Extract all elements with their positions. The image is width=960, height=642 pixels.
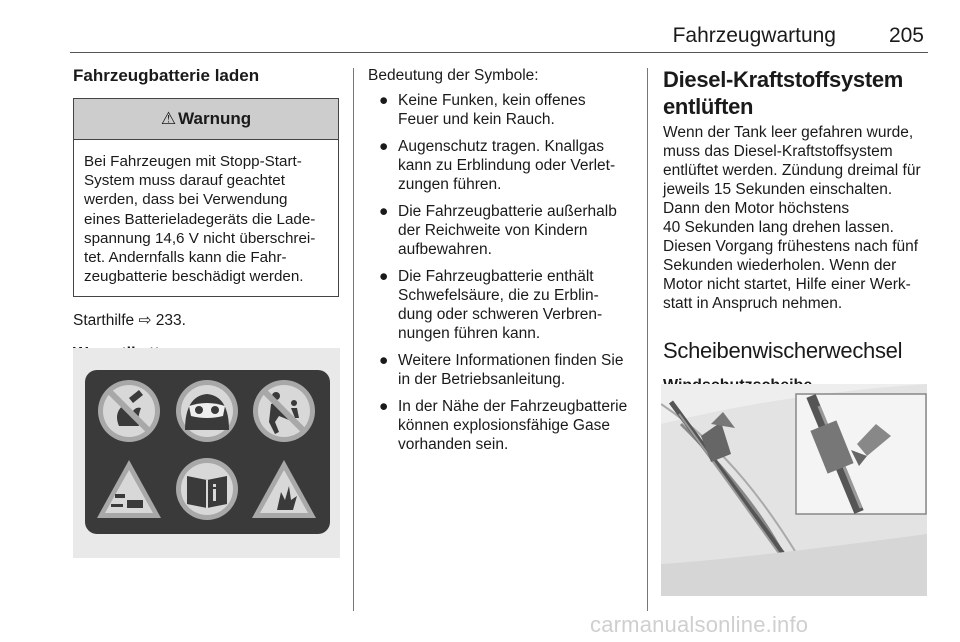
warning-text — [74, 140, 338, 296]
paragraph-line: jeweils 15 Sekunden einschalten. — [663, 181, 893, 198]
paragraph-line: Wenn der Tank leer gefahren wurde, — [663, 124, 914, 141]
paragraph-line: Dann den Motor höchstens — [663, 200, 850, 217]
list-item — [368, 137, 633, 194]
paragraph-line: muss das Diesel-Kraftstoffsystem — [663, 143, 893, 160]
paragraph-line: Diesen Vorgang frühestens nach fünf — [663, 238, 919, 255]
list-item-line: in der Betriebsanleitung. — [398, 371, 566, 388]
paragraph-line: statt in Anspruch nehmen. — [663, 295, 843, 312]
list-item-line: Die Fahrzeugbatterie außerhalb — [398, 203, 617, 220]
list-item-line: nungen führen kann. — [398, 325, 541, 342]
warning-line: spannung 14,6 V nicht überschrei- — [84, 229, 316, 247]
symbols-intro: Bedeutung der Symbole: — [368, 67, 539, 84]
warning-header — [74, 99, 338, 140]
page-header — [70, 22, 928, 53]
warning-line: tet. Andernfalls kann die Fahr- — [84, 249, 287, 267]
bullet-icon: ● — [379, 352, 389, 369]
paragraph-line: entlüftet werden. Zündung dreimal für — [663, 162, 921, 179]
list-item-line: In der Nähe der Fahrzeugbatterie — [398, 398, 628, 415]
right-column — [663, 66, 928, 396]
bullet-icon: ● — [379, 138, 389, 155]
diesel-paragraph — [663, 123, 928, 313]
starthilfe-page-link[interactable]: 233. — [155, 312, 186, 330]
no-fire-smoking-icon — [98, 380, 160, 442]
starthilfe-text: Starthilfe — [73, 312, 135, 330]
wiper-illustration — [661, 384, 927, 596]
list-item-line: können explosionsfähige Gase — [398, 417, 610, 434]
list-item-line: Keine Funken, kein offenes — [398, 92, 586, 109]
warning-line: eines Batterieladegeräts die Lade- — [84, 210, 316, 228]
warning-line: Bei Fahrzeugen mit Stopp-Start- — [84, 153, 302, 170]
running-title: Fahrzeugwartung — [672, 24, 836, 47]
list-item-line: Weitere Informationen finden Sie — [398, 352, 624, 369]
bullet-icon: ● — [379, 268, 389, 285]
list-item-line: zungen führen. — [398, 176, 502, 193]
diesel-section-heading — [663, 66, 928, 120]
warning-box — [73, 98, 339, 297]
keep-children-away-icon — [253, 380, 315, 442]
list-item-line: der Reichweite von Kindern — [398, 222, 588, 239]
list-item-line: Schwefelsäure, die zu Erblin- — [398, 287, 599, 304]
eye-protection-icon — [176, 380, 238, 442]
middle-column — [368, 66, 633, 462]
paragraph-line: Motor nicht startet, Hilfe einer Werk- — [663, 276, 911, 293]
list-item-line: vorhanden sein. — [398, 436, 509, 453]
wiper-blade-image — [661, 384, 927, 596]
list-item-line: kann zu Erblindung oder Verlet- — [398, 157, 616, 174]
list-item — [368, 91, 633, 129]
wiper-section-heading: Scheibenwischerwechsel — [663, 338, 903, 363]
bullet-icon: ● — [379, 398, 389, 415]
list-item-line: dung oder schweren Verbren- — [398, 306, 603, 323]
symbols-list — [368, 91, 633, 454]
page-ref-arrow-icon: ⇨ — [138, 312, 152, 330]
list-item-line: aufbewahren. — [398, 241, 492, 258]
page-number: 205 — [888, 24, 924, 47]
list-item-line: Feuer und kein Rauch. — [398, 111, 555, 128]
list-item — [368, 351, 633, 389]
bullet-icon: ● — [379, 92, 389, 109]
list-item — [368, 202, 633, 259]
section-heading-battery: Fahrzeugbatterie laden — [73, 66, 260, 85]
heading-line: entlüften — [663, 94, 754, 119]
column-divider-right — [647, 68, 648, 611]
read-manual-icon — [176, 458, 238, 520]
column-divider-left — [353, 68, 354, 611]
list-item — [368, 267, 633, 343]
warning-title: Warnung — [178, 109, 252, 128]
bullet-icon: ● — [379, 203, 389, 220]
list-item-line: Augenschutz tragen. Knallgas — [398, 138, 604, 155]
starthilfe-reference — [73, 311, 343, 330]
warning-line: zeugbatterie beschädigt werden. — [84, 268, 304, 286]
heading-line: Diesel-Kraftstoffsystem — [663, 67, 904, 92]
warning-line: System muss darauf geachtet — [84, 172, 285, 190]
warning-line: werden, dass bei Verwendung — [84, 191, 288, 209]
list-item-line: Die Fahrzeugbatterie enthält — [398, 268, 594, 285]
watermark: carmanualsonline.info — [590, 612, 809, 637]
paragraph-line: 40 Sekunden lang drehen lassen. — [663, 219, 894, 236]
paragraph-line: Sekunden wiederholen. Wenn der — [663, 257, 897, 274]
list-item — [368, 397, 633, 454]
warning-label-image — [73, 348, 340, 558]
warning-label-graphic — [73, 348, 340, 558]
warning-triangle-icon: ⚠ — [160, 109, 177, 128]
left-column — [73, 66, 343, 364]
